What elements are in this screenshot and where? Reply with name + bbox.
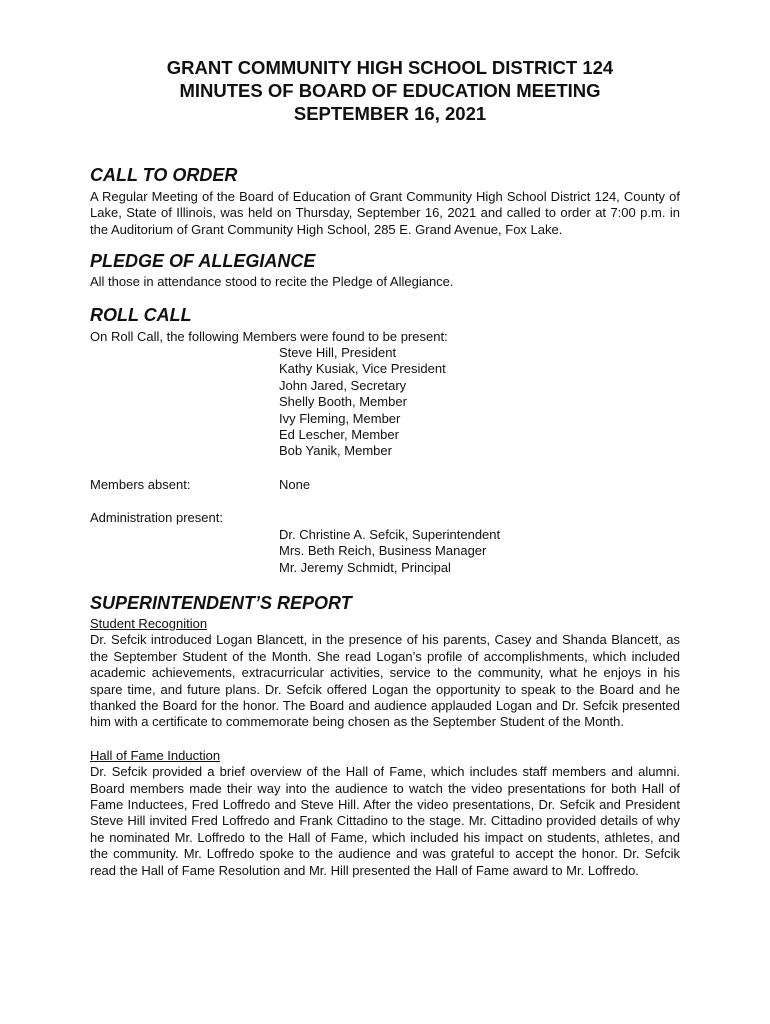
pledge-text: All those in attendance stood to recite the Pledge of Allegiance. [90, 274, 454, 290]
pledge-heading: PLEDGE OF ALLEGIANCE [90, 251, 316, 272]
admin-name: Mrs. Beth Reich, Business Manager [279, 543, 487, 559]
title-minutes: MINUTES OF BOARD OF EDUCATION MEETING [179, 80, 601, 101]
hall-of-fame-title: Hall of Fame Induction [90, 747, 221, 763]
call-to-order-heading: CALL TO ORDER [90, 165, 238, 185]
members-absent-row [90, 477, 680, 493]
document-title [90, 56, 680, 125]
members-present-list [279, 345, 680, 460]
members-absent-label: Members absent: [90, 476, 191, 492]
member-name: Bob Yanik, Member [279, 443, 392, 459]
administration-list [279, 527, 680, 576]
admin-name: Dr. Christine A. Sefcik, Superintendent [279, 526, 501, 542]
student-recognition-text: Dr. Sefcik introduced Logan Blancett, in the presence of his parents, Casey and Shanda Blancett, as the September Student of the Month. She read Logan’s profile of accomplishments, which included academic achievements, extracurricular activities, service to the community, what he enjoys in his spare time, and future plans. Dr. Sefcik offered Logan the opportunity to speak to the Board and he thanked the Board for the honor. The Board and audience applauded Logan and Dr. Sefcik presented him with a certificate to commemorate being chosen as the September Student of the Month. [90, 632, 680, 730]
title-district: GRANT COMMUNITY HIGH SCHOOL DISTRICT 124 [166, 57, 614, 78]
document-page [90, 56, 680, 879]
call-to-order-text: A Regular Meeting of the Board of Education of Grant Community High School District 124, County of Lake, State of Illinois, was held on Thursday, September 16, 2021 and called to order at 7:00 p.m. in the Auditorium of Grant Community High School, 285 E. Grand Avenue, Fox Lake. [90, 189, 680, 237]
title-date: SEPTEMBER 16, 2021 [293, 103, 487, 124]
member-name: Ed Lescher, Member [279, 427, 399, 443]
member-name: John Jared, Secretary [279, 377, 407, 393]
admin-name: Mr. Jeremy Schmidt, Principal [279, 559, 451, 575]
member-name: Shelly Booth, Member [279, 394, 407, 410]
section-call-to-order [90, 164, 680, 238]
superintendent-report-heading: SUPERINTENDENT’S REPORT [90, 592, 352, 613]
members-absent-value: None [279, 476, 311, 492]
roll-call-heading: ROLL CALL [90, 304, 192, 325]
member-name: Kathy Kusiak, Vice President [279, 361, 446, 377]
member-name: Steve Hill, President [279, 345, 397, 361]
section-roll-call [90, 304, 680, 576]
section-superintendent-report [90, 592, 680, 879]
student-recognition-title: Student Recognition [90, 615, 208, 631]
section-pledge [90, 250, 680, 290]
administration-label: Administration present: [90, 510, 223, 526]
hall-of-fame-text: Dr. Sefcik provided a brief overview of the Hall of Fame, which includes staff members and alumni. Board members made their way into the audience to watch the video presentations for both Hall of Fame Inductees, Fred Loffredo and Steve Hill. After the video presentations, Dr. Sefcik and President Steve Hill invited Fred Loffredo and Frank Cittadino to the stage. Mr. Cittadino provided details of why he nominated Mr. Loffredo to the Hall of Fame, which included his impact on students, athletes, and the community. Mr. Loffredo spoke to the audience and was grateful to accept the honor. Dr. Sefcik read the Hall of Fame Resolution and Mr. Hill presented the Hall of Fame award to Mr. Loffredo. [90, 764, 680, 878]
member-name: Ivy Fleming, Member [279, 410, 401, 426]
roll-call-intro: On Roll Call, the following Members were found to be present: [90, 328, 448, 344]
